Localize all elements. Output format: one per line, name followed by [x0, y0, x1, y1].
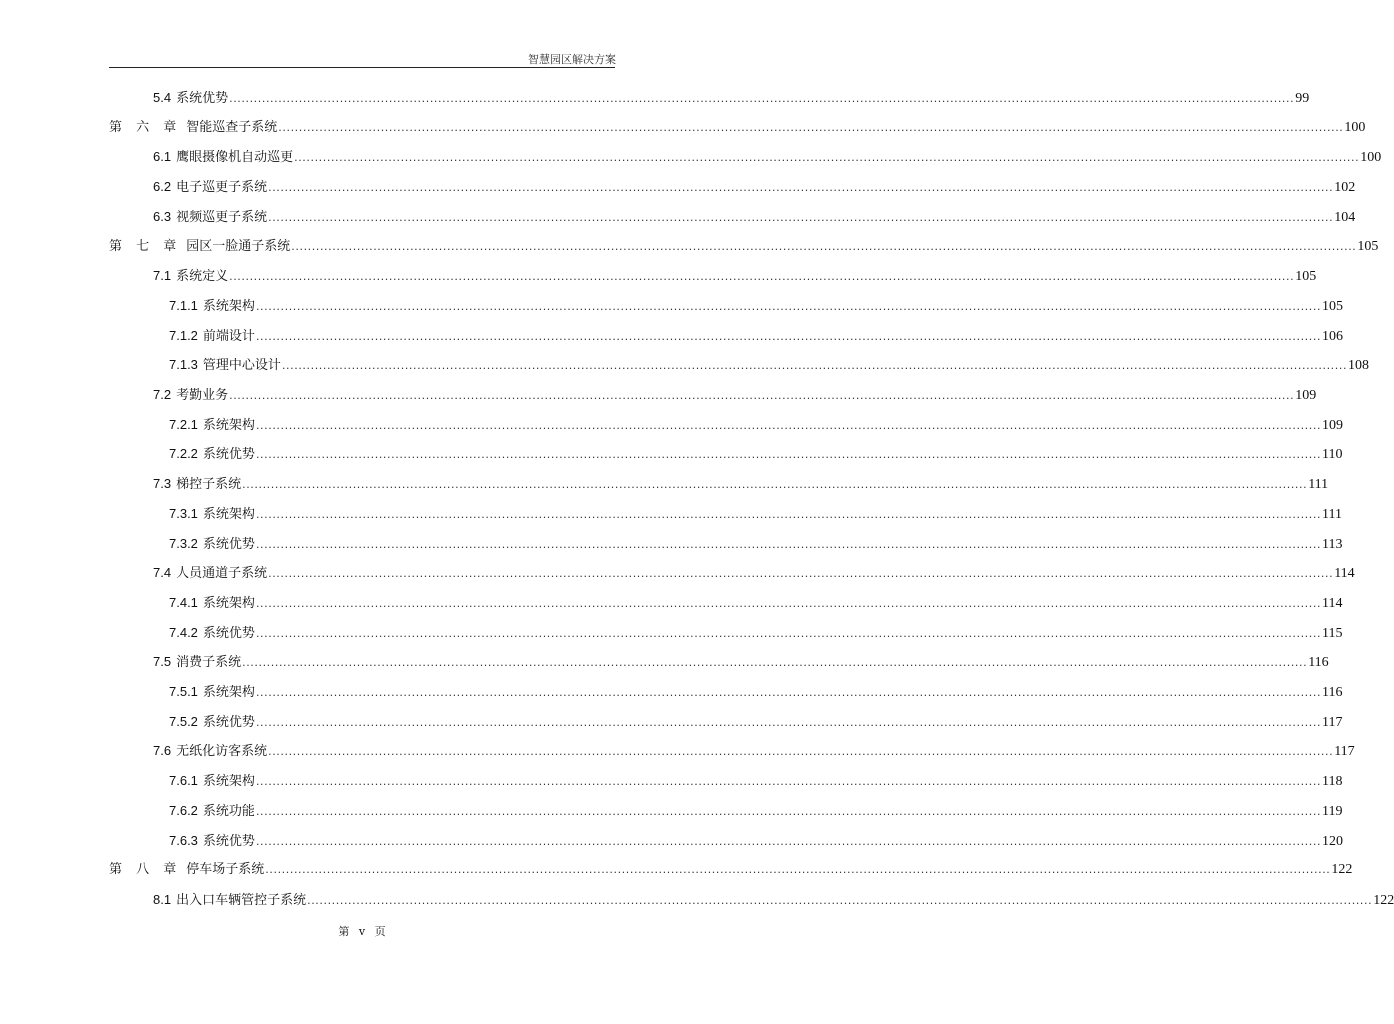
toc-entry-number: 7.1.3: [169, 357, 198, 373]
toc-entry-title: 系统架构: [202, 774, 255, 790]
toc-entry-number: 7.2.2: [169, 446, 198, 462]
toc-entry-page: 122: [1331, 862, 1353, 878]
toc-entry-number: 7.5.1: [169, 684, 198, 699]
toc-entry-title: 前端设计: [202, 328, 255, 344]
footer-prefix: 第: [338, 925, 350, 938]
toc-entry-number: 7.4.2: [169, 624, 198, 640]
toc-leader-dots: ....................................................................................................................................................................................................................................................................: [255, 448, 1322, 462]
toc-entry[interactable]: [153, 177, 1356, 197]
toc-entry-title: 系统定义: [176, 269, 229, 285]
toc-entry-number: 7.1.2: [169, 327, 198, 343]
toc-entry[interactable]: [153, 266, 1317, 286]
toc-entry-page: 105: [1357, 238, 1379, 254]
toc-entry[interactable]: [169, 355, 1370, 375]
toc-entry-page: 104: [1334, 209, 1356, 225]
toc-entry[interactable]: [109, 237, 1379, 257]
toc-entry-page: 111: [1308, 477, 1329, 493]
toc-leader-dots: ....................................................................................................................................................................................................................................................................: [268, 181, 1334, 195]
toc-entry[interactable]: [153, 890, 1394, 910]
toc-entry-title: 系统架构: [202, 298, 255, 314]
toc-leader-dots: ....................................................................................................................................................................................................................................................................: [255, 329, 1322, 343]
toc-leader-dots: ....................................................................................................................................................................................................................................................................: [278, 120, 1344, 134]
toc-entry-page: 100: [1344, 119, 1366, 135]
toc-entry-title: 梯控子系统: [176, 477, 242, 493]
toc-entry-title: 人员通道子系统: [176, 566, 268, 582]
toc-entry-number: 6.1: [153, 149, 172, 165]
toc-entry[interactable]: [169, 296, 1344, 316]
toc-entry-page: 106: [1322, 328, 1344, 344]
toc-entry[interactable]: [169, 534, 1343, 554]
toc-leader-dots: ....................................................................................................................................................................................................................................................................: [255, 775, 1322, 789]
toc-leader-dots: ....................................................................................................................................................................................................................................................................: [242, 656, 1308, 670]
toc-entry-title: 系统优势: [202, 625, 255, 641]
toc-entry[interactable]: [153, 385, 1317, 405]
toc-leader-dots: ....................................................................................................................................................................................................................................................................: [268, 567, 1334, 581]
toc-entry-page: 120: [1322, 833, 1344, 849]
toc-entry-title: 系统架构: [202, 595, 255, 611]
toc-entry-page: 109: [1322, 417, 1344, 433]
toc-entry-page: 114: [1334, 566, 1355, 582]
toc-leader-dots: ....................................................................................................................................................................................................................................................................: [255, 537, 1322, 551]
toc-leader-dots: ....................................................................................................................................................................................................................................................................: [268, 210, 1334, 224]
toc-entry-number: 6.3: [153, 208, 172, 224]
toc-leader-dots: ....................................................................................................................................................................................................................................................................: [255, 834, 1322, 848]
page-footer: [0, 923, 724, 939]
toc-entry-number: 5.4: [153, 90, 172, 105]
toc-leader-dots: ....................................................................................................................................................................................................................................................................: [229, 92, 1295, 105]
toc-entry-number: 7.2: [153, 387, 172, 402]
toc-entry-number: 7.6: [153, 743, 172, 759]
toc-entry-page: 116: [1322, 685, 1343, 700]
toc-entry-number: 7.1.1: [169, 297, 198, 313]
toc-entry-title: 系统架构: [202, 685, 255, 700]
toc-entry-title: 系统优势: [202, 447, 255, 463]
toc-entry-title: 系统架构: [202, 506, 255, 522]
toc-leader-dots: ....................................................................................................................................................................................................................................................................: [255, 507, 1322, 521]
toc-entry-page: 116: [1308, 655, 1329, 671]
toc-entry-page: 105: [1295, 269, 1317, 285]
toc-leader-dots: ....................................................................................................................................................................................................................................................................: [229, 389, 1295, 402]
toc-entry-title: 电子巡更子系统: [176, 180, 268, 196]
toc-leader-dots: ....................................................................................................................................................................................................................................................................: [281, 359, 1348, 373]
toc-entry-page: 99: [1295, 91, 1310, 106]
toc-leader-dots: ....................................................................................................................................................................................................................................................................: [255, 418, 1322, 432]
toc-entry-number: 7.4.1: [169, 594, 198, 610]
toc-entry[interactable]: [169, 801, 1343, 821]
header-title: 智慧园区解决方案: [528, 53, 616, 66]
toc-entry-title: 系统功能: [202, 803, 255, 819]
footer-suffix: 页: [374, 925, 386, 938]
toc-entry[interactable]: [169, 415, 1344, 435]
toc-entry-page: 111: [1322, 506, 1343, 522]
toc-entry[interactable]: [169, 682, 1343, 702]
toc-entry-page: 117: [1322, 714, 1343, 730]
toc-entry-number: 7.6.1: [169, 773, 198, 789]
toc-entry-number: 7.6.3: [169, 832, 198, 848]
toc-entry[interactable]: [153, 474, 1329, 494]
toc-entry-page: 117: [1334, 744, 1355, 760]
toc-entry-number: 7.1: [153, 268, 172, 284]
toc-entry[interactable]: [169, 771, 1343, 791]
toc-leader-dots: ....................................................................................................................................................................................................................................................................: [307, 893, 1373, 907]
toc-entry-page: 100: [1360, 150, 1382, 166]
toc-leader-dots: ....................................................................................................................................................................................................................................................................: [268, 745, 1334, 759]
header-divider: [109, 67, 615, 68]
toc-entry-title: 系统优势: [176, 91, 229, 106]
toc-entry-number: 7.6.2: [169, 802, 198, 818]
toc-entry[interactable]: [153, 741, 1355, 761]
toc-entry-number: 7.3.1: [169, 505, 198, 521]
toc-entry-page: 122: [1373, 892, 1394, 908]
toc-entry[interactable]: [153, 563, 1355, 583]
toc-entry-number: 8.1: [153, 891, 172, 907]
toc-entry-page: 105: [1322, 298, 1344, 314]
toc-entry-title: 消费子系统: [176, 655, 242, 671]
toc-entry[interactable]: [153, 147, 1382, 167]
toc-entry-page: 119: [1322, 803, 1343, 819]
toc-entry[interactable]: [169, 623, 1343, 643]
toc-entry[interactable]: [169, 593, 1343, 613]
toc-entry-number: 第 八 章: [109, 862, 182, 878]
toc-entry[interactable]: [153, 207, 1356, 227]
toc-entry-number: 6.2: [153, 179, 172, 195]
toc-entry[interactable]: [153, 652, 1329, 672]
toc-leader-dots: ....................................................................................................................................................................................................................................................................: [255, 715, 1322, 729]
toc-entry-page: 113: [1322, 536, 1343, 552]
toc-entry-title: 无纸化访客系统: [176, 744, 268, 760]
toc-entry-title: 园区一脸通子系统: [186, 238, 291, 254]
toc-leader-dots: ....................................................................................................................................................................................................................................................................: [255, 299, 1322, 313]
toc-entry[interactable]: [109, 860, 1353, 880]
toc-leader-dots: ....................................................................................................................................................................................................................................................................: [229, 270, 1295, 284]
toc-entry-page: 108: [1348, 358, 1370, 374]
toc-entry-number: 7.2.1: [169, 416, 198, 432]
footer-page-number: v: [358, 925, 366, 938]
toc-entry-title: 系统优势: [202, 714, 255, 730]
toc-entry-number: 第 六 章: [109, 119, 182, 135]
toc-entry[interactable]: [169, 712, 1343, 732]
toc-leader-dots: ....................................................................................................................................................................................................................................................................: [265, 863, 1331, 877]
toc-entry-title: 鹰眼摄像机自动巡更: [176, 150, 294, 166]
toc-entry-title: 视频巡更子系统: [176, 209, 268, 225]
toc-entry-page: 102: [1334, 180, 1356, 196]
toc-entry-number: 7.5.2: [169, 713, 198, 729]
toc-leader-dots: ....................................................................................................................................................................................................................................................................: [291, 239, 1357, 253]
toc-entry[interactable]: [169, 504, 1343, 524]
toc-entry-number: 7.5: [153, 654, 172, 670]
toc-entry-number: 第 七 章: [109, 238, 182, 254]
toc-leader-dots: ....................................................................................................................................................................................................................................................................: [294, 151, 1360, 165]
toc-entry-title: 智能巡查子系统: [186, 119, 278, 135]
toc-leader-dots: ....................................................................................................................................................................................................................................................................: [255, 626, 1322, 640]
toc-entry-number: 7.3: [153, 476, 172, 492]
toc-entry-title: 管理中心设计: [202, 358, 281, 374]
toc-entry-number: 7.3.2: [169, 535, 198, 551]
toc-entry-title: 系统架构: [202, 417, 255, 433]
toc-entry[interactable]: [169, 444, 1343, 464]
toc-entry-title: 出入口车辆管控子系统: [176, 892, 307, 908]
toc-entry-page: 110: [1322, 447, 1343, 463]
toc-entry[interactable]: [109, 118, 1366, 138]
toc-entry-page: 118: [1322, 774, 1343, 790]
toc-leader-dots: ....................................................................................................................................................................................................................................................................: [255, 804, 1322, 818]
toc-entry-title: 系统优势: [202, 833, 255, 849]
toc-entry-title: 停车场子系统: [186, 862, 265, 878]
toc-entry[interactable]: [169, 831, 1344, 851]
toc-entry-page: 114: [1322, 595, 1343, 611]
toc-entry-page: 109: [1295, 388, 1317, 403]
toc-entry-number: 7.4: [153, 565, 172, 581]
toc-entry-title: 系统优势: [202, 536, 255, 552]
toc-entry-title: 考勤业务: [176, 388, 229, 403]
toc-entry-page: 115: [1322, 625, 1343, 641]
toc-entry[interactable]: [169, 326, 1344, 346]
toc-leader-dots: ....................................................................................................................................................................................................................................................................: [255, 596, 1322, 610]
toc-entry[interactable]: [153, 88, 1310, 108]
toc-leader-dots: ....................................................................................................................................................................................................................................................................: [255, 686, 1322, 699]
toc-leader-dots: ....................................................................................................................................................................................................................................................................: [242, 478, 1308, 492]
